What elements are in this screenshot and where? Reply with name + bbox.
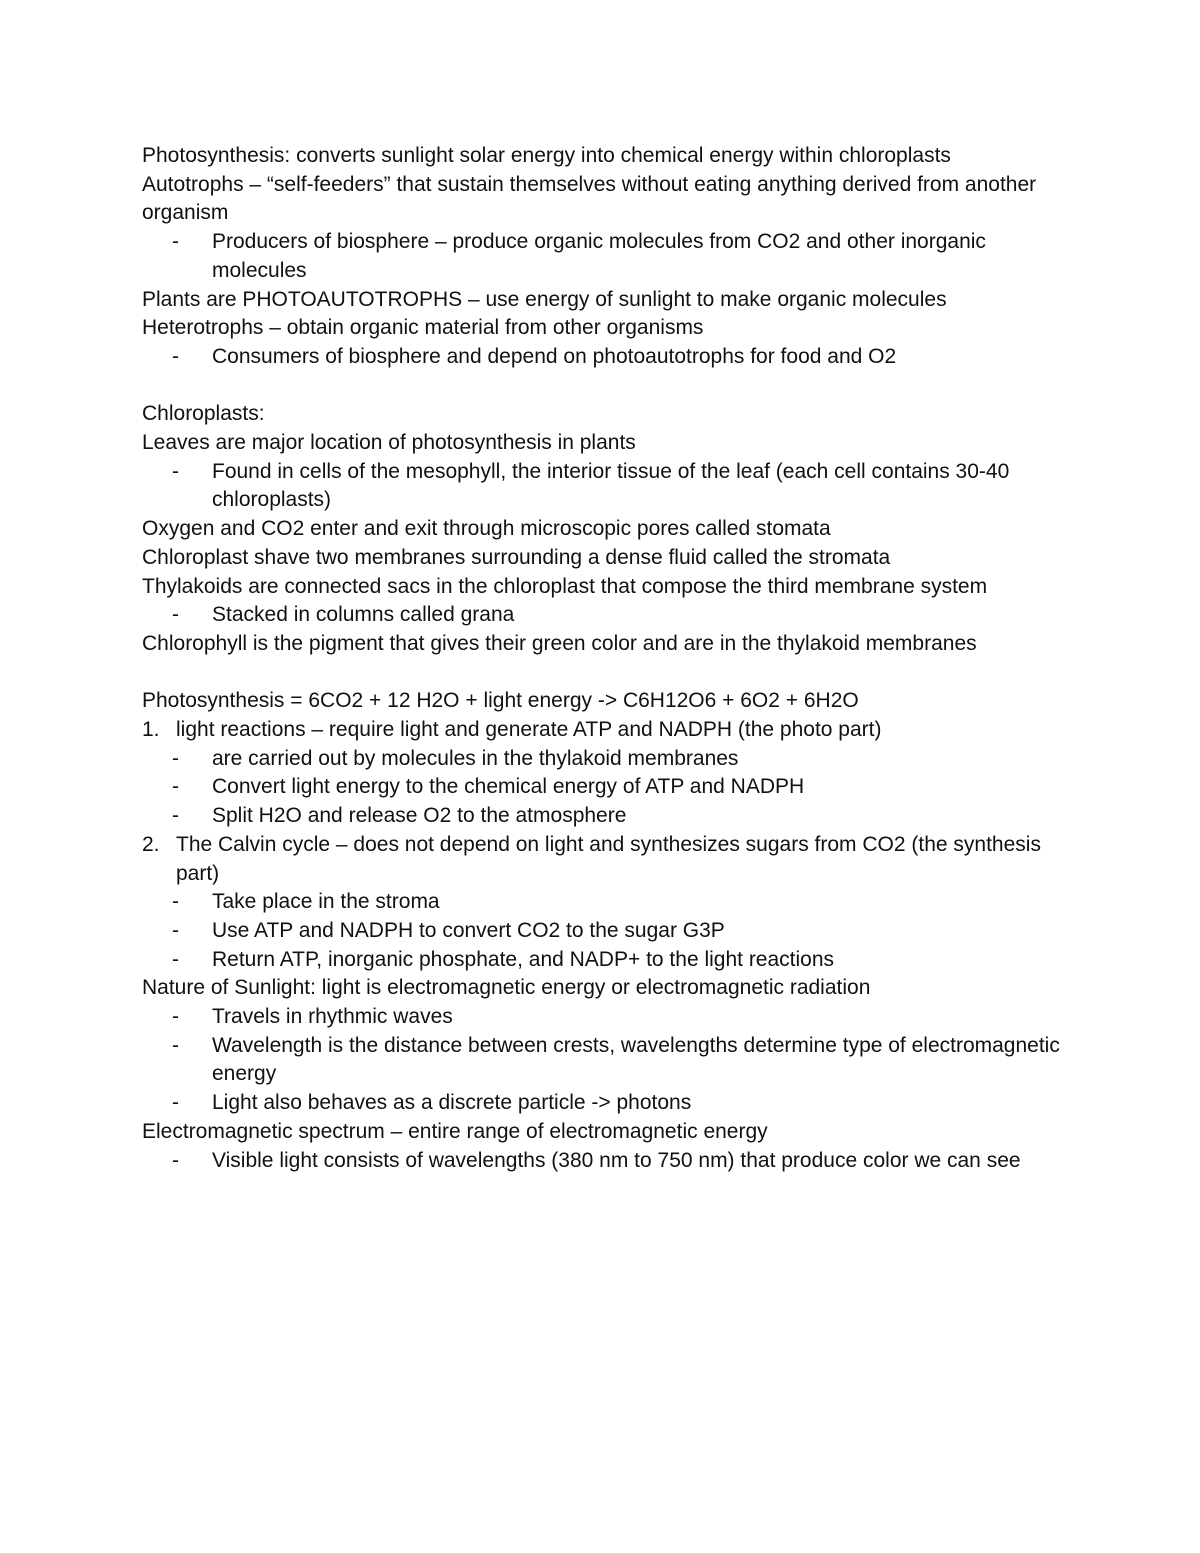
paragraph: Heterotrophs – obtain organic material from other organisms bbox=[142, 316, 704, 340]
paragraph: Oxygen and CO2 enter and exit through microscopic pores called stomata bbox=[142, 517, 831, 541]
bullet-text: Convert light energy to the chemical energy of ATP and NADPH bbox=[212, 775, 805, 799]
bullet-marker: - bbox=[172, 1091, 179, 1115]
bullet-item bbox=[142, 1032, 1072, 1089]
bullet-marker: - bbox=[172, 1005, 179, 1029]
bullet-item bbox=[142, 601, 1072, 630]
document-page bbox=[142, 142, 1072, 1175]
bullet-item bbox=[142, 1003, 1072, 1032]
numbered-text: light reactions – require light and generate ATP and NADPH (the photo part) bbox=[176, 718, 882, 742]
equation-line: Photosynthesis = 6CO2 + 12 H2O + light energy -> C6H12O6 + 6O2 + 6H2O bbox=[142, 689, 859, 713]
paragraph: Thylakoids are connected sacs in the chloroplast that compose the third membrane system bbox=[142, 574, 988, 598]
bullet-item bbox=[142, 1089, 1072, 1118]
bullet-marker: - bbox=[172, 603, 179, 627]
bullet-text: Found in cells of the mesophyll, the interior tissue of the leaf (each cell contains 30-40 chloroplasts) bbox=[212, 459, 1010, 512]
bullet-text: Take place in the stroma bbox=[212, 890, 440, 914]
bullet-text: Stacked in columns called grana bbox=[212, 603, 515, 627]
bullet-marker: - bbox=[172, 230, 179, 254]
bullet-text: Use ATP and NADPH to convert CO2 to the sugar G3P bbox=[212, 918, 725, 942]
paragraph: Electromagnetic spectrum – entire range of electromagnetic energy bbox=[142, 1119, 768, 1143]
bullet-item bbox=[142, 343, 1072, 372]
bullet-text: Light also behaves as a discrete particle -> photons bbox=[212, 1091, 692, 1115]
paragraph: Chloroplast shave two membranes surrounding a dense fluid called the stromata bbox=[142, 545, 891, 569]
bullet-text: Visible light consists of wavelengths (380 nm to 750 nm) that produce color we can see bbox=[212, 1148, 1021, 1172]
paragraph: Chlorophyll is the pigment that gives their green color and are in the thylakoid membranes bbox=[142, 631, 977, 655]
bullet-marker: - bbox=[172, 890, 179, 914]
blank-line bbox=[142, 659, 1072, 688]
bullet-text: Wavelength is the distance between crests, wavelengths determine type of electromagnetic energy bbox=[212, 1033, 1060, 1086]
bullet-marker: - bbox=[172, 947, 179, 971]
blank-line bbox=[142, 372, 1072, 401]
bullet-text: Consumers of biosphere and depend on photoautotrophs for food and O2 bbox=[212, 344, 897, 368]
bullet-item bbox=[142, 458, 1072, 515]
bullet-item bbox=[142, 917, 1072, 946]
paragraph: Nature of Sunlight: light is electromagnetic energy or electromagnetic radiation bbox=[142, 976, 871, 1000]
numbered-text: The Calvin cycle – does not depend on light and synthesizes sugars from CO2 (the synthesis part) bbox=[176, 832, 1041, 885]
bullet-item bbox=[142, 228, 1072, 285]
bullet-marker: - bbox=[172, 746, 179, 770]
bullet-marker: - bbox=[172, 1148, 179, 1172]
bullet-marker: - bbox=[172, 459, 179, 483]
paragraph: Plants are PHOTOAUTOTROPHS – use energy of sunlight to make organic molecules bbox=[142, 287, 947, 311]
bullet-text: Split H2O and release O2 to the atmosphere bbox=[212, 804, 627, 828]
bullet-marker: - bbox=[172, 1033, 179, 1057]
paragraph: Photosynthesis: converts sunlight solar energy into chemical energy within chloroplasts bbox=[142, 144, 951, 167]
bullet-text: Travels in rhythmic waves bbox=[212, 1005, 453, 1029]
section-heading: Chloroplasts: bbox=[142, 402, 265, 426]
bullet-marker: - bbox=[172, 775, 179, 799]
bullet-marker: - bbox=[172, 804, 179, 828]
bullet-item bbox=[142, 946, 1072, 975]
numbered-item bbox=[142, 716, 1072, 745]
paragraph: Autotrophs – “self-feeders” that sustain themselves without eating anything derived from another organism bbox=[142, 172, 1037, 225]
bullet-text: Producers of biosphere – produce organic molecules from CO2 and other inorganic molecules bbox=[212, 230, 986, 282]
bullet-item bbox=[142, 888, 1072, 917]
bullet-item bbox=[142, 1147, 1072, 1176]
paragraph: Leaves are major location of photosynthesis in plants bbox=[142, 431, 636, 455]
bullet-text: are carried out by molecules in the thylakoid membranes bbox=[212, 746, 739, 770]
number-marker: 2. bbox=[142, 832, 160, 856]
bullet-marker: - bbox=[172, 918, 179, 942]
number-marker: 1. bbox=[142, 718, 160, 742]
bullet-item bbox=[142, 745, 1072, 774]
bullet-marker: - bbox=[172, 344, 179, 368]
numbered-item bbox=[142, 831, 1072, 888]
bullet-item bbox=[142, 802, 1072, 831]
bullet-text: Return ATP, inorganic phosphate, and NADP+ to the light reactions bbox=[212, 947, 835, 971]
bullet-item bbox=[142, 773, 1072, 802]
